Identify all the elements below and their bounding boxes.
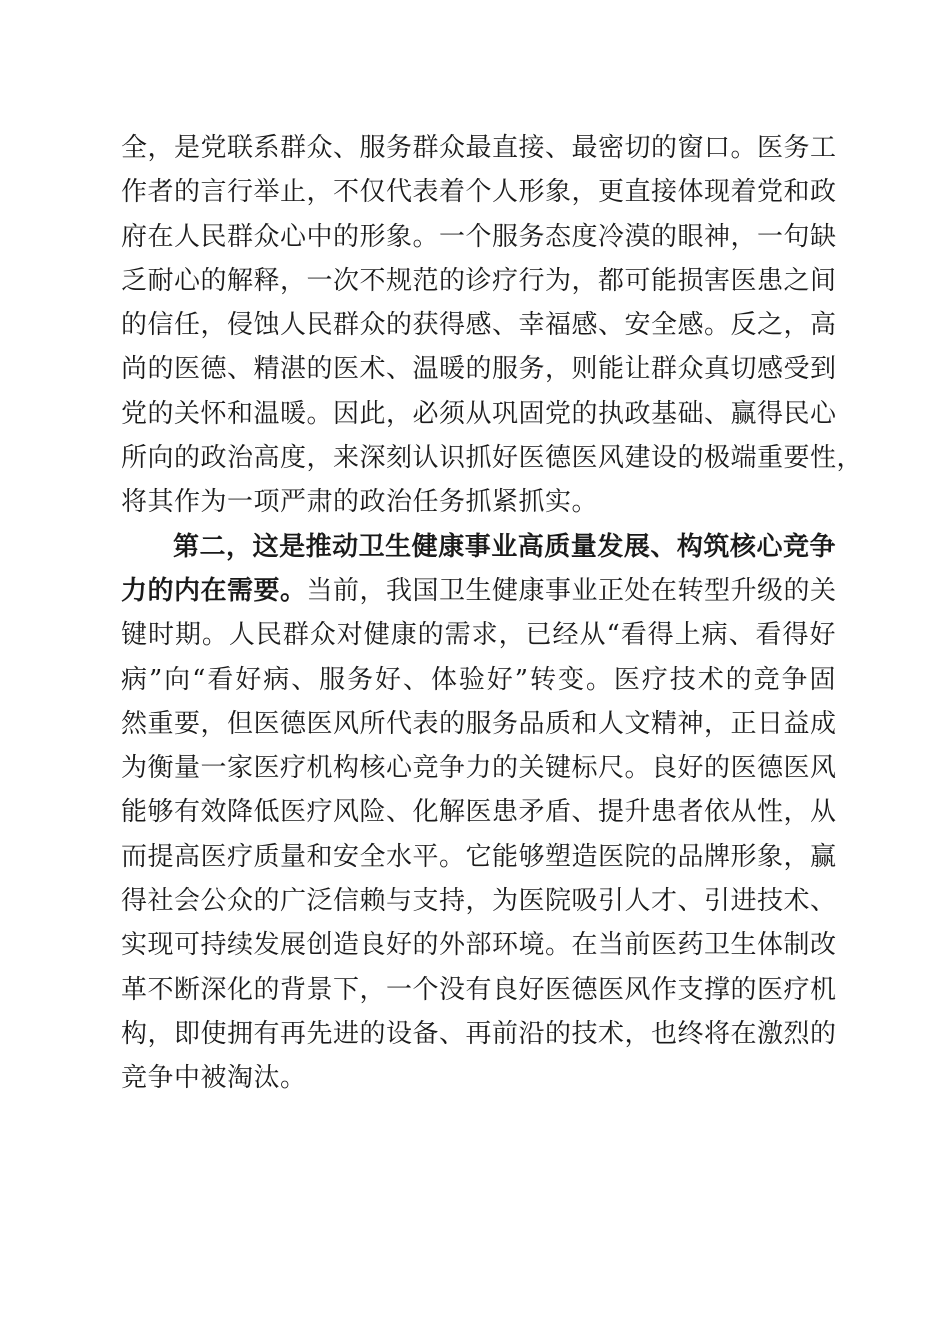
text-line: 为衡量一家医疗机构核心竞争力的关键标尺。良好的医德医风	[121, 753, 837, 784]
text-line: 竞争中被淘汰。	[121, 1063, 307, 1094]
text-line: 乏耐心的解释，一次不规范的诊疗行为，都可能损害医患之间	[121, 265, 837, 296]
text-line: 所向的政治高度，来深刻认识抓好医德医风建设的极端重要性，	[121, 443, 864, 474]
paragraph-1	[121, 126, 864, 525]
text-line: 病”向“看好病、服务好、体验好”转变。医疗技术的竞争固	[121, 664, 836, 695]
text-line: 革不断深化的背景下，一个没有良好医德医风作支撑的医疗机	[121, 974, 837, 1005]
text-line: 得社会公众的广泛信赖与支持，为医院吸引人才、引进技术、	[121, 886, 837, 917]
text-line: 的信任，侵蚀人民群众的获得感、幸福感、安全感。反之，高	[121, 310, 837, 341]
text-line	[121, 569, 836, 613]
text-line: 党的关怀和温暖。因此，必须从巩固党的执政基础、赢得民心	[121, 398, 837, 429]
text-line: 府在人民群众心中的形象。一个服务态度冷漠的眼神，一句缺	[121, 221, 837, 252]
paragraph-heading-end: 力的内在需要。	[121, 575, 307, 606]
text-line: 尚的医德、精湛的医术、温暖的服务，则能让群众真切感受到	[121, 354, 837, 385]
text-line: 作者的言行举止，不仅代表着个人形象，更直接体现着党和政	[121, 177, 837, 208]
text-line: 构，即使拥有再先进的设备、再前沿的技术，也终将在激烈的	[121, 1018, 837, 1049]
text-line: 而提高医疗质量和安全水平。它能够塑造医院的品牌形象，赢	[121, 841, 837, 872]
text-line: 键时期。人民群众对健康的需求，已经从“看得上病、看得好	[121, 620, 836, 651]
document-body	[121, 126, 864, 1101]
text-line: 然重要，但医德医风所代表的服务品质和人文精神，正日益成	[121, 708, 837, 739]
text-line: 全，是党联系群众、服务群众最直接、最密切的窗口。医务工	[121, 133, 837, 163]
paragraph-2	[121, 525, 836, 1101]
text-segment: 当前，我国卫生健康事业正处在转型升级的关	[306, 575, 837, 606]
text-line: 将其作为一项严肃的政治任务抓紧抓实。	[121, 487, 599, 518]
paragraph-heading: 第二，这是推动卫生健康事业高质量发展、构筑核心竞争	[173, 531, 836, 562]
text-line: 实现可持续发展创造良好的外部环境。在当前医药卫生体制改	[121, 930, 837, 961]
text-line: 能够有效降低医疗风险、化解医患矛盾、提升患者依从性，从	[121, 797, 837, 828]
